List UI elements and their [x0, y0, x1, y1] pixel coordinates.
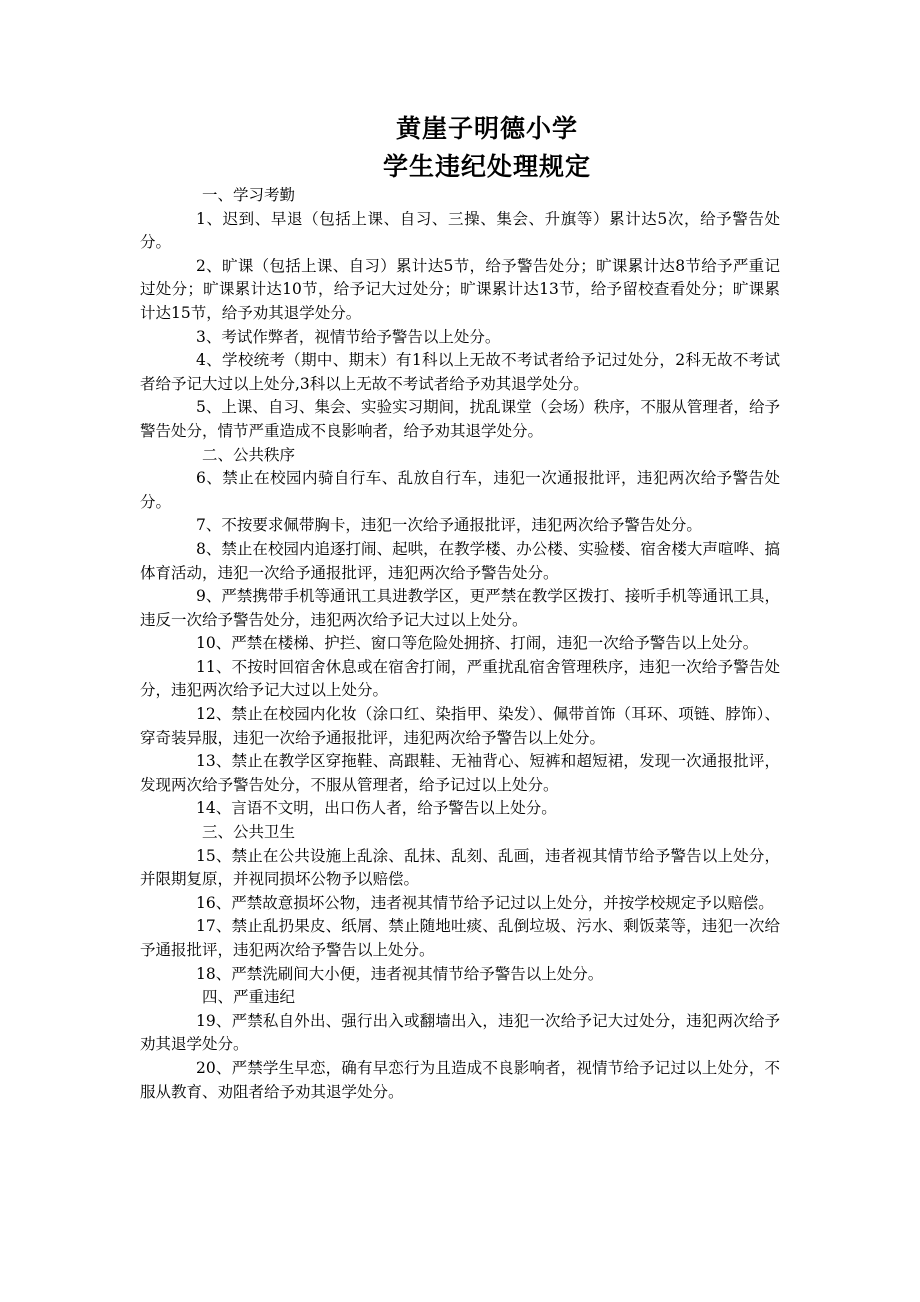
document-body	[140, 184, 780, 1104]
rule-item: 12、禁止在校园内化妆（涂口红、染指甲、染发）、佩带首饰（耳环、项链、脖饰）、穿奇装异服，违犯一次给予通报批评，违犯两次给予警告以上处分。	[140, 705, 780, 747]
rule-item: 2、旷课（包括上课、自习）累计达5节，给予警告处分；旷课累计达8节给予严重记过处分；旷课累计达10节，给予记大过处分；旷课累计达13节，给予留校查看处分；旷课累计达15节，给予劝其退学处分。	[140, 256, 780, 322]
rule-item: 11、不按时回宿舍休息或在宿舍打闹，严重扰乱宿舍管理秩序，违犯一次给予警告处分，违犯两次给予记大过以上处分。	[140, 657, 780, 700]
rule-item: 3、考试作弊者，视情节给予警告以上处分。	[196, 327, 501, 346]
rule-item: 20、严禁学生早恋，确有早恋行为且造成不良影响者，视情节给予记过以上处分，不服从教育、劝阻者给予劝其退学处分。	[140, 1058, 780, 1101]
section-heading-public-hygiene: 三、公共卫生	[202, 823, 296, 842]
rule-item: 10、严禁在楼梯、护拦、窗口等危险处拥挤、打闹，违犯一次给予警告以上处分。	[196, 634, 759, 653]
rule-item: 13、禁止在教学区穿拖鞋、高跟鞋、无袖背心、短裤和超短裙，发现一次通报批评，发现两次给予警告处分，不服从管理者，给予记过以上处分。	[140, 752, 780, 794]
section-heading-serious-violations: 四、严重违纪	[202, 988, 296, 1007]
rule-item: 6、禁止在校园内骑自行车、乱放自行车，违犯一次通报批评，违犯两次给予警告处分。	[140, 469, 780, 511]
rule-item: 14、言语不文明，出口伤人者，给予警告以上处分。	[196, 799, 557, 818]
rule-item: 16、严禁故意损坏公物，违者视其情节给予记过以上处分，并按学校规定予以赔偿。	[196, 893, 774, 912]
section-heading-public-order: 二、公共秩序	[202, 445, 296, 464]
school-name-title: 黄崖子明德小学	[395, 114, 578, 143]
rule-item: 4、学校统考（期中、期末）有1科以上无故不考试者给予记过处分，2科无故不考试者给予记大过以上处分,3科以上无故不考试者给予劝其退学处分。	[140, 351, 780, 393]
rule-item: 17、禁止乱扔果皮、纸屑、禁止随地吐痰、乱倒垃圾、污水、剩饭菜等，违犯一次给予通报批评，违犯两次给予警告以上处分。	[140, 917, 780, 959]
rule-item: 1、迟到、早退（包括上课、自习、三操、集会、升旗等）累计达5次，给予警告处分。	[140, 209, 780, 252]
rule-item: 15、禁止在公共设施上乱涂、乱抹、乱刻、乱画，违者视其情节给予警告以上处分，并限期复原，并视同损坏公物予以赔偿。	[140, 846, 780, 889]
rule-item: 7、不按要求佩带胸卡，违犯一次给予通报批评，违犯两次给予警告处分。	[196, 516, 702, 535]
section-heading-study-attendance: 一、学习考勤	[202, 186, 296, 204]
rule-item: 19、严禁私自外出、强行出入或翻墙出入，违犯一次给予记大过处分，违犯两次给予劝其退学处分。	[140, 1011, 780, 1054]
rule-item: 8、禁止在校园内追逐打闹、起哄，在教学楼、办公楼、实验楼、宿舍楼大声喧哗、搞体育活动，违犯一次给予通报批评，违犯两次给予警告处分。	[140, 539, 780, 582]
rule-item: 5、上课、自习、集会、实验实习期间，扰乱课堂（会场）秩序，不服从管理者，给予警告处分，情节严重造成不良影响者，给予劝其退学处分。	[140, 398, 780, 440]
regulation-title: 学生违纪处理规定	[382, 152, 591, 181]
title-block	[0, 110, 920, 186]
rule-item: 9、严禁携带手机等通讯工具进教学区，更严禁在教学区拨打、接听手机等通讯工具，违反一次给予警告处分，违犯两次给予记大过以上处分。	[140, 587, 780, 629]
rule-item: 18、严禁洗刷间大小便，违者视其情节给予警告以上处分。	[196, 964, 604, 983]
